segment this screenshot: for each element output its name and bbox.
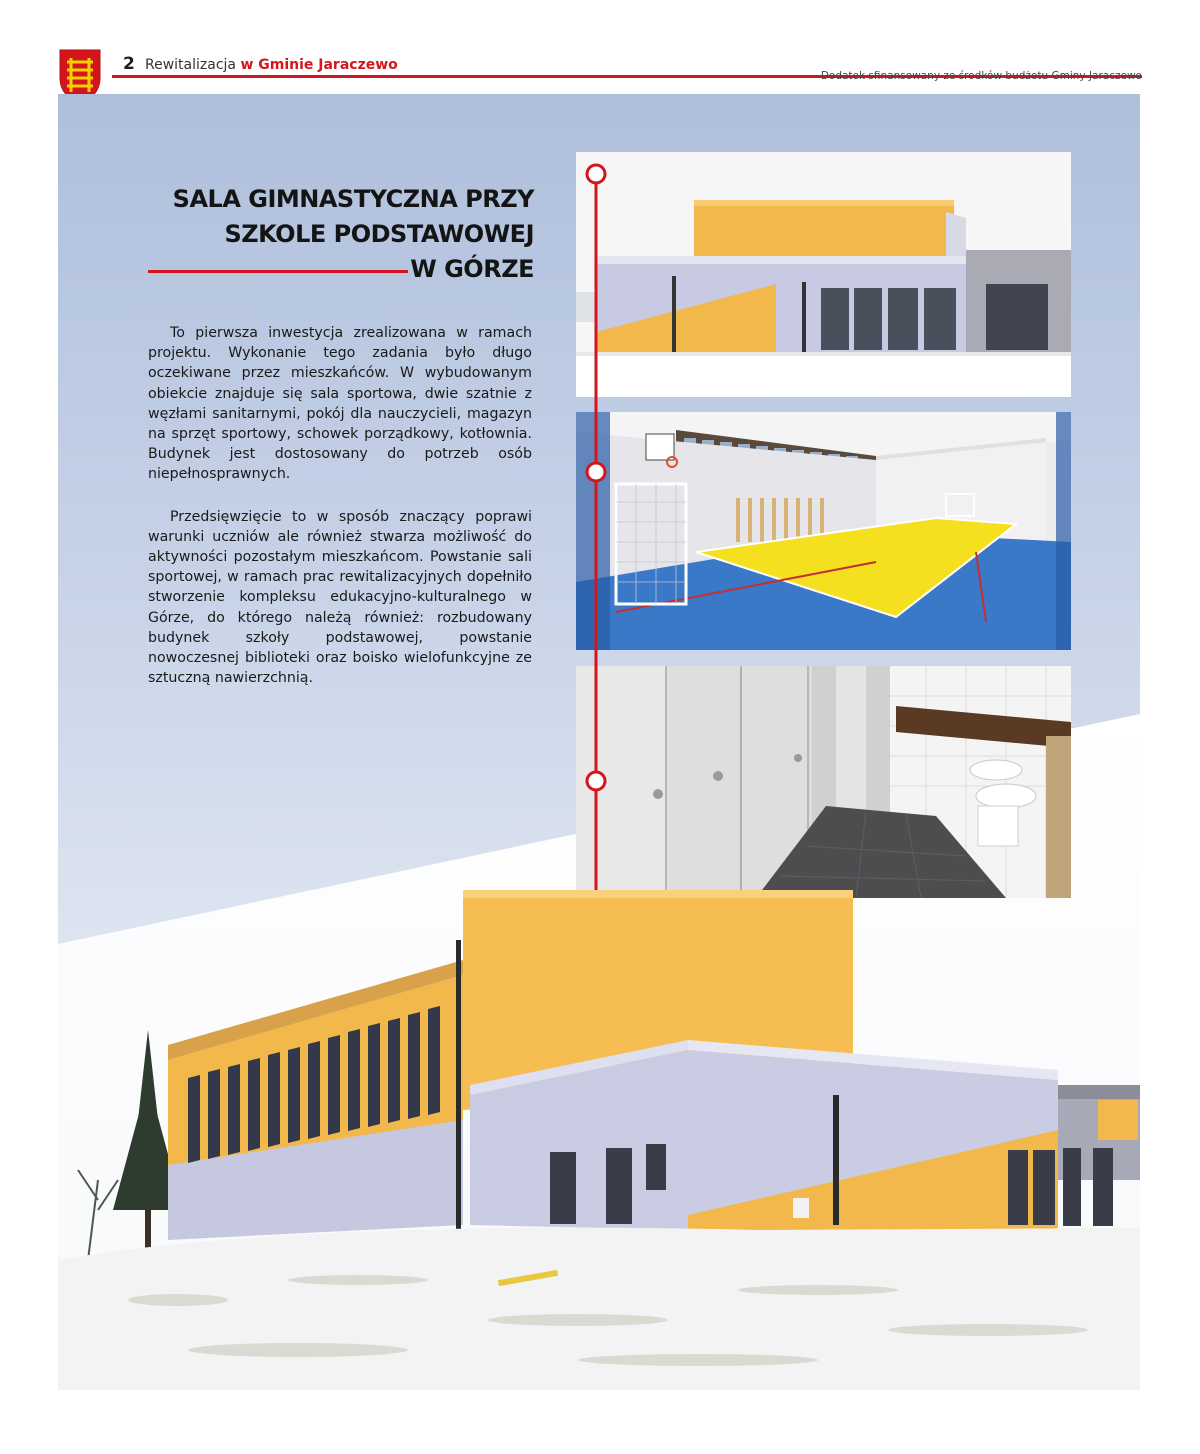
timeline-dot-2 (587, 463, 605, 481)
photo-exterior-entrance (576, 152, 1071, 397)
header-title-regular: Rewitalizacja (145, 57, 241, 73)
article-title-line1: SALA GIMNASTYCZNA PRZY (172, 185, 534, 213)
article-title-line3: W GÓRZE (410, 255, 534, 283)
photo-gym-interior (576, 412, 1071, 650)
header-title (145, 57, 398, 73)
article-paragraph-1: To pierwsza inwestycja zrealizowana w ramach projektu. Wykonanie tego zadania było długo oczekiwane przez mieszkańców. W wybudowanym obiekcie znajduje się sala sportowa, dwie szatnie z węzłami sanitarnymi, pokój dla nauczycieli, magazyn na sprzęt sportowy, schowek porządkowy, kotłownia. Budynek jest dostosowany do potrzeb osób niepełnosprawnych. (148, 325, 532, 483)
photo-washroom (576, 666, 1071, 898)
page-number: 2 (123, 54, 135, 74)
timeline-connector (584, 160, 608, 960)
article-title-line2: SZKOLE PODSTAWOWEJ (224, 220, 534, 248)
timeline-dot-3 (587, 772, 605, 790)
photo-gym-building-exterior (58, 880, 1140, 1390)
article-body (148, 323, 532, 710)
header-title-bold: w Gminie Jaraczewo (240, 57, 398, 73)
header-funding-note: Dodatek sfinansowany ze środków budżetu Gminy Jaraczewo (820, 70, 1142, 82)
article-paragraph-2: Przedsięwzięcie to w sposób znaczący poprawi warunki uczniów ale również stwarza możliwość do aktywności pozostałym mieszkańcom. Powstanie sali sportowej, w ramach prac rewitalizacyjnych dopełniło stworzenie kompleksu edukacyjno-kulturalnego w Górze, do którego należą również: rozbudowany budynek szkoły podstawowej, powstanie nowoczesnej biblioteki oraz boisko wielofunkcyjne ze sztuczną nawierzchnią. (148, 508, 532, 687)
timeline-dot-1 (587, 165, 605, 183)
title-rule (148, 270, 408, 273)
